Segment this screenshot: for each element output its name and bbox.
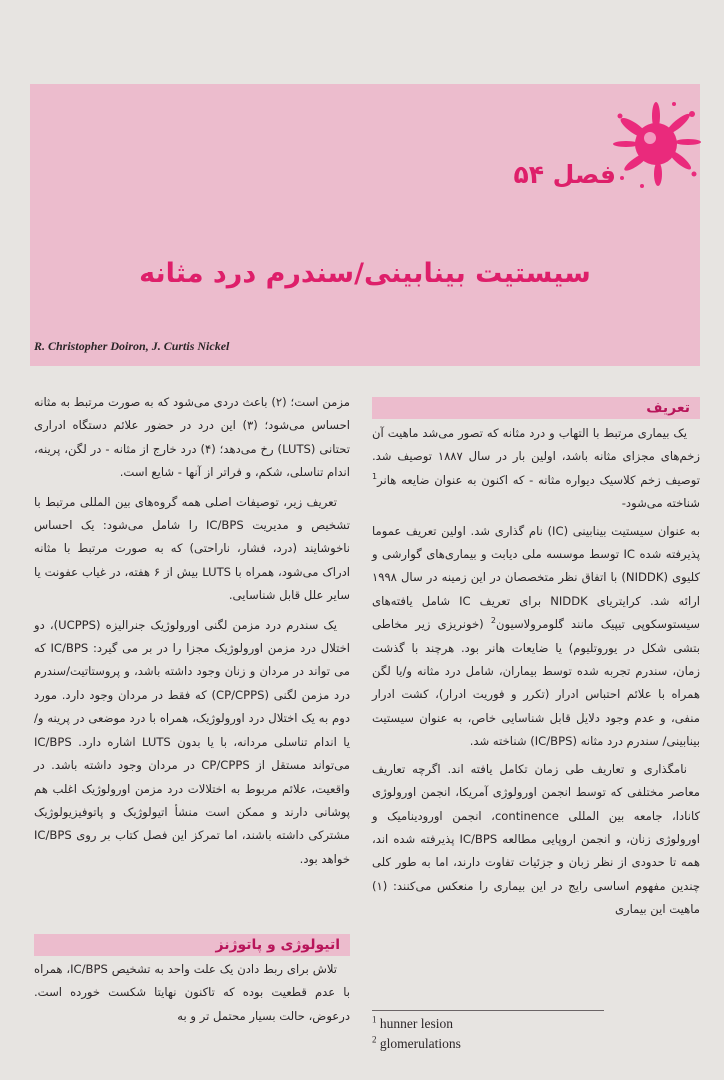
footnote-2-number: 2 (372, 1034, 377, 1045)
footnote-1-number: 1 (372, 1014, 377, 1025)
definition-paragraph-1 (372, 422, 700, 516)
chapter-number: فصل ۵۴ (513, 160, 616, 189)
continued-paragraph-3: یک سندرم درد مزمن لگنی اورولوژیک جنرالیزه (UCPPS)، دو اختلال درد مزمن اورولوژیک مجزا را در بر می گیرد: IC/BPS که می تواند در مردان و زنان وجود داشته باشد، و پروستاتیت/سندرم درد مزمن لگنی (CP/CPPS) که فقط در مردان وجود دارد. مورد دوم به یک اختلال درد اورولوژیک، همراه با درد موضعی در پرینه و/یا اندام تناسلی مردانه، با یا بدون LUTS اشاره دارد. IC/BPS می‌تواند مستقل از CP/CPPS در مردان وجود داشته باشد. در واقعیت، علائم مربوط به اختلالات درد مزمن اورولوژیک اغلب هم پوشانی دارند و ممکن است منشأ اتیولوژیک و پاتوفیزیولوژیک مشترکی داشته باشند، اما تمرکز این فصل کتاب بر روی IC/BPS خواهد بود. (34, 617, 351, 866)
definition-paragraph-2-tail: (خونریزی زیر (415, 617, 484, 632)
footnotes (372, 1014, 461, 1054)
definition-paragraph-1-tail: شناخته می‌شود- (621, 496, 700, 511)
chapter-header (30, 84, 700, 366)
chapter-title: سیستیت بینابینی/سندرم درد مثانه (139, 258, 591, 289)
footnote-divider (372, 1010, 604, 1011)
footnote-1 (372, 1014, 461, 1034)
section-heading-etiology: اتیولوژی و پاتوژنز (34, 934, 350, 956)
chapter-authors: R. Christopher Doiron, J. Curtis Nickel (34, 339, 230, 353)
footnote-2 (372, 1034, 461, 1054)
definition-paragraph-2 (372, 520, 700, 754)
definition-paragraph-2-cont: مخاطی بتشی شکل در یوروتلیوم) یا ضایعات هانر بود. هرچند با گذشت زمان، سندرم تجربه شده توسط بیماران، شامل درد مثانه و/یا لگن همراه با علائم احتباس ادرار (تکرر و فوریت ادرار)، کشت ادرار منفی، و عدم وجود دلایل قابل شناسایی خاص، به عنوان سیستیت بینابینی/ سندرم درد مثانه (IC/BPS) شناخته شد. (372, 617, 700, 749)
continued-paragraph-2: تعریف زیر، توصیفات اصلی همه گروه‌های بین المللی مرتبط با تشخیص و مدیریت IC/BPS را شامل می‌شود: یک احساس ناخوشایند (درد، فشار، ناراحتی) که به صورت مرتبط با مثانه ادراک می‌شود، همراه با LUTS بیش از ۶ هفته، در غیاب عفونت یا سایر علل قابل شناسایی. (34, 494, 350, 603)
footnote-ref-1: 1 (372, 471, 378, 481)
footnote-1-text: hunner lesion (379, 1016, 453, 1031)
footnote-ref-2: 2 (490, 616, 496, 626)
ink-splash-icon (606, 94, 706, 194)
continued-paragraph-1: مزمن است؛ (۲) باعث دردی می‌شود که به صورت مرتبط به مثانه احساس می‌شود؛ (۳) این درد در حضور علائم دستگاه ادراری تحتانی (LUTS) رخ می‌دهد؛ (۴) درد خارج از مثانه - در لگن، پرینه، اندام تناسلی، شکم، و فراتر از آنها - شایع است. (34, 395, 350, 480)
footnote-2-text: glomerulations (379, 1036, 461, 1051)
section-heading-definition: تعریف (372, 397, 700, 419)
definition-paragraph-2-text: به عنوان سیستیت بینابینی (IC) نام گذاری شد. اولین تعریف عموما پذیرفته شده IC توسط موسسه ملی دیابت و بیماری‌های گوارشی و کلیوی (NIDDK) با اتفاق نظر متخصصان در این زمینه در سال ۱۹۹۸ ارائه شد. کرایتریای NIDDK برای تعریف IC شامل یافته‌های سیستوسکوپی تیپیک مانند گلومرولاسیون (372, 523, 701, 632)
definition-paragraph-3: نامگذاری و تعاریف طی زمان تکامل یافته اند. اگرچه تعاریف معاصر مختلفی که توسط انجمن اورولوژی آمریکا، انجمن اورولوژی کانادا، جامعه بین المللی continence، انجمن اورودینامیک و اورولوژی زنان، و انجمن اروپایی مطالعه IC/BPS پذیرفته شده اند، همه تا حدودی از نظر زبان و جزئیات تفاوت دارند، اما به طور کلی چندین مفهوم اساسی رایج در این بیماری را منعکس می‌کنند: (۱) ماهیت این بیماری (372, 761, 700, 917)
continued-column (34, 391, 350, 871)
definition-paragraph-1-text: یک بیماری مرتبط با التهاب و درد مثانه که تصور می‌شد ماهیت آن زخم‌های مجزای مثانه باشد، اولین بار در سال ۱۸۸۷ توصیف شد. توصیف زخم کلاسیک دیواره مثانه - که اکنون به عنوان ضایعه هانر (372, 426, 700, 487)
etiology-paragraph: تلاش برای ربط دادن یک علت واحد به تشخیص IC/BPS، همراه با عدم قطعیت بوده که تاکنون نهایتا شکست خورده است. درعوض، حالت بسیار محتمل تر و به (34, 962, 350, 1023)
etiology-column (34, 958, 350, 1028)
definition-column (372, 422, 700, 922)
